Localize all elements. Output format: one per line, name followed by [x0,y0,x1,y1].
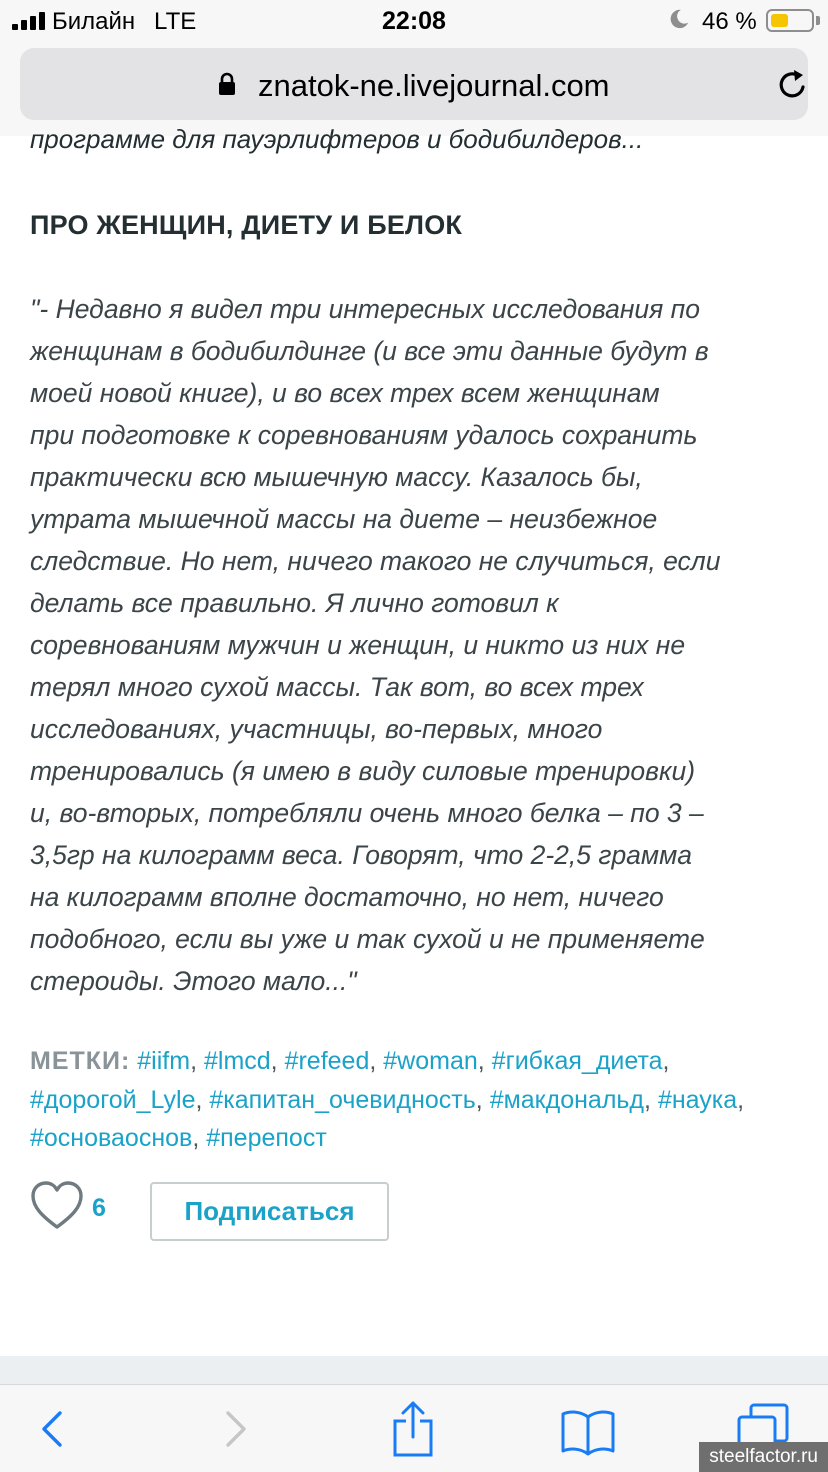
address-bar[interactable] [20,48,808,120]
tag-link[interactable]: #гибкая_диета [491,1047,663,1075]
tag-link[interactable]: #основаоснов [30,1124,193,1152]
tag-link[interactable]: #lmcd [203,1047,271,1075]
lock-icon [218,72,236,96]
tag-link[interactable]: #макдональд [489,1085,645,1114]
heart-icon[interactable] [30,1180,84,1232]
forward-icon[interactable] [222,1399,250,1459]
do-not-disturb-moon-icon [668,8,690,30]
share-icon[interactable] [390,1399,436,1459]
carrier-name: Билайн [52,8,136,35]
tag-link[interactable]: #наука [657,1085,738,1114]
battery-level-fill [771,14,788,27]
status-time: 22:08 [382,7,446,35]
battery-percent: 46 % [702,8,757,35]
article-content [0,120,828,1350]
tags-block: МЕТКИ: #iifm, #lmcd, #refeed, #woman, #гибкая_диета, #дорогой_Lyle, #капитан_очевидность, #макдональд, #наука, #основаоснов, #перепост [30,1047,745,1152]
battery-icon [766,9,814,32]
tag-link[interactable]: #дорогой_Lyle [30,1085,196,1114]
tag-link[interactable]: #iifm [137,1047,191,1075]
network-type: LTE [154,8,197,35]
url-text[interactable]: znatok-ne.livejournal.com [258,68,610,103]
tag-link[interactable]: #woman [383,1047,478,1075]
tag-link[interactable]: #капитан_очевидность [209,1085,476,1114]
section-heading: ПРО ЖЕНЩИН, ДИЕТУ И БЕЛОК [30,210,463,240]
like-count: 6 [92,1194,106,1222]
reload-icon[interactable] [776,68,810,102]
tags-label: МЕТКИ: [30,1047,131,1075]
battery-tip [816,16,820,25]
subscribe-button[interactable]: Подписаться [150,1182,389,1241]
quote-paragraph: "- Недавно я видел три интересных исследования по женщинам в бодибилдинге (и все эти данные будут в моей новой книге), и во всех трех всем женщинам при подготовке к соревнованиям удалось сохранить практически всю мышечную массу. Казалось бы, утрата мышечной массы на диете – неизбежное следствие. Но нет, ничего такого не случиться, если делать все правильно. Я лично готовил к соревнованиям мужчин и женщин, и никто из них не терял много сухой массы. Так вот, во всех трех исследованиях, участницы, во-первых, много тренировались (я имею в виду силовые тренировки) и, во-вторых, потребляли очень много белка – по 3 – 3,5гр на килограмм веса. Говорят, что 2-2,5 грамма на килограмм вполне достаточно, но нет, ничего подобного, если вы уже и так сухой и не применяете стероиды. Этого мало..." [30,294,721,996]
browser-toolbar [0,1384,828,1472]
tag-link[interactable]: #refeed [284,1047,370,1075]
page-footer-strip [0,1356,828,1384]
status-bar [0,0,828,44]
watermark: steelfactor.ru [699,1442,828,1472]
article-previous-text: программе для пауэрлифтеров и бодибилдеров... [30,124,644,154]
back-icon[interactable] [38,1399,66,1459]
bookmarks-icon[interactable] [560,1399,616,1459]
tag-link[interactable]: #перепост [206,1124,327,1152]
